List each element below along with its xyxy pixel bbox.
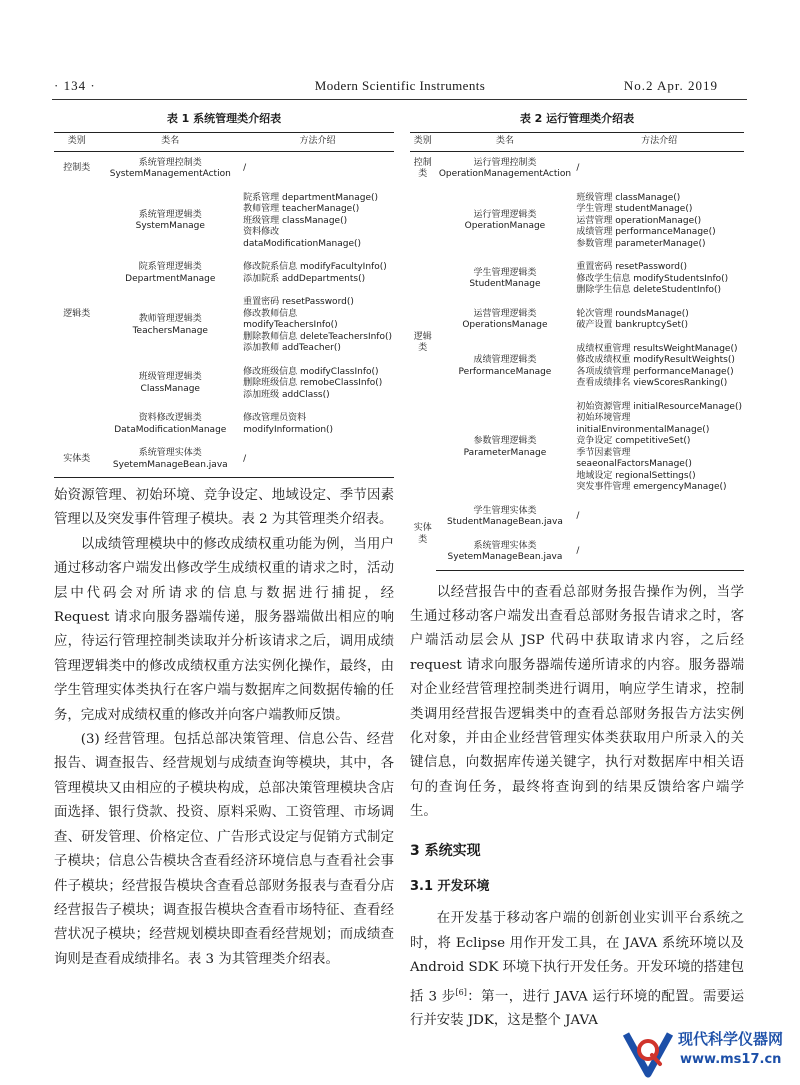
site-watermark [622,1024,792,1080]
category-cell: 逻辑类 [413,331,432,353]
category-cell: 逻辑类 [63,308,91,319]
methods-cell [574,500,744,535]
paragraph: (3) 经营管理。包括总部决策管理、信息公告、经营报告、调查报告、经营规划与成绩查询等模块，其中，各管理模块又由相应的子模块构成，总部决策管理模块含店面选择、银行贷款、投资、原料采购、工资管理、市场调查、研发管理、价格定位、广告形式设定与促销方式制定子模块；信息公告模块含查看经济环境信息与查看社会事件子模块；经营报告模块含查看总部财务报表与查看分店经营报告子模块；调查报告模块含查看市场特征、查看经营状况子模块；经营规划模块即查看经营规划；而成绩查询则是查看成绩排名。表 3 为其管理类介绍表。 [54,732,394,967]
methods-cell [241,361,394,408]
class-name-cell [99,361,241,408]
method-line: initialEnvironmentalManage() [576,424,710,435]
method-line: 运营管理 operationManage() [576,215,702,226]
methods-cell [574,303,744,338]
methods-cell [574,151,744,187]
methods-cell [574,338,744,396]
method-line: 删除班级信息 remobeClassInfo() [243,378,383,388]
method-line: 班级管理 classManage() [576,192,681,203]
class-name-line: 成绩管理逻辑类 [473,355,537,365]
class-name-cell [99,407,241,442]
table1-header-methods: 方法介绍 [241,133,394,152]
page-number: · 134 · [54,78,96,93]
class-name-line: SystemManagementAction [109,169,231,179]
method-line: modifyTeachersInfo() [243,320,338,330]
method-line: 删除学生信息 deleteStudentInfo() [576,285,722,295]
table1 [54,132,394,478]
class-name-line: 学生管理逻辑类 [473,267,537,278]
table2-caption: 表 2 运行管理类介绍表 [519,112,635,125]
table-row [410,500,744,535]
table-row [54,256,394,291]
class-name-line: ClassManage [140,383,200,394]
class-name-line: 学生管理实体类 [473,505,537,516]
method-line: seaeonalFactorsManage() [576,459,692,469]
table-row [410,396,744,500]
method-line: 重置密码 resetPassword() [576,262,688,272]
left-column [54,104,394,972]
method-line: 添加教师 addTeacher() [243,343,341,353]
class-name-line: OperationsManage [462,320,548,330]
methods-cell [241,256,394,291]
class-name-line: OperationManage [464,221,546,232]
class-name-cell [99,442,241,478]
method-line: 重置密码 resetPassword() [243,297,354,307]
method-line: 成绩管理 performanceManage() [576,227,716,237]
table2-header-category: 类别 [410,133,436,152]
method-line: / [576,163,580,174]
method-line: 参数管理 parameterManage() [576,238,706,249]
paragraph-text: ：第一，进行 JAVA 运行环境的配置。需要运行并安装 JDK，这是整个 JAVA [410,989,744,1029]
method-line: 地域设定 regionalSettings() [576,470,696,481]
journal-title: Modern Scientific Instruments [314,78,486,93]
class-name-line: 系统管理控制类 [138,157,202,168]
class-name-line: 运行管理控制类 [473,157,537,168]
method-line: 删除教师信息 deleteTeachersInfo() [243,331,392,342]
methods-cell [574,396,744,500]
class-name-cell [99,187,241,257]
class-name-line: 教师管理逻辑类 [138,314,202,325]
class-name-cell [436,303,575,338]
table2-body [410,151,744,570]
class-name-line: TeachersManage [132,325,208,336]
table1-header-row [54,133,394,152]
class-name-cell [99,291,241,361]
method-line: 突发事件管理 emergencyManage() [576,482,727,492]
header-rule [52,99,747,100]
methods-cell [574,187,744,257]
table-row [410,338,744,396]
method-line: 成绩权重管理 resultsWeightManage() [576,343,738,354]
table-row [410,303,744,338]
table2-header-row [410,133,744,152]
method-line: 各项成绩管理 performanceManage() [576,366,734,377]
table1-body [54,151,394,478]
methods-cell [241,151,394,187]
paragraph-text: 在开发基于移动客户端的创新创业实训平台系统之时，将 Eclipse 用作开发工具，在 JAVA 系统环境以及 Android SDK 环境下执行开发任务。开发环境的搭建包括 3 步 [410,911,744,1005]
method-line: 教师管理 teacherManage() [243,204,360,214]
class-name-cell [436,396,575,500]
table1-header-class: 类名 [99,133,241,152]
table-row [54,151,394,187]
method-line: / [243,453,247,464]
category-cell: 实体类 [54,442,99,478]
method-line: 修改管理员资料 [243,413,307,423]
method-line: 学生管理 studentManage() [576,204,693,214]
method-line: 修改成绩权重 modifyResultWeights() [576,355,735,365]
method-line: 季节因素管理 [576,447,631,458]
category-cell: 实体类 [413,523,432,545]
category-cell: 控制类 [63,163,91,174]
method-line: / [576,546,580,557]
table-row [54,407,394,442]
table-row [54,442,394,478]
class-name-line: 运行管理逻辑类 [473,209,537,220]
right-body-text [410,581,744,1034]
class-name-line: StudentManage [469,279,541,290]
table1-caption: 表 1 系统管理类介绍表 [166,112,282,125]
left-body-text [54,484,394,972]
method-line: 破产设置 bankruptcySet() [576,320,689,330]
class-name-cell [436,256,575,303]
methods-cell [241,442,394,478]
table-row [410,187,744,257]
method-line: 初始资源管理 initialResourceManage() [576,401,742,412]
table-row [54,361,394,408]
methods-cell [574,256,744,303]
watermark-name: 现代科学仪器网 [678,1030,784,1048]
paragraph [410,907,744,1034]
class-name-line: SyetemManageBean.java [112,459,228,470]
class-name-cell [436,151,575,187]
table-row [54,187,394,257]
paragraph: 始资源管理、初始环境、竞争设定、地域设定、季节因素管理以及突发事件管理子模块。表 2 为其管理类介绍表。 [54,488,394,528]
class-name-line: OperationManagementAction [438,169,572,179]
method-line: 添加班级 addClass() [243,389,330,400]
class-name-cell [436,535,575,571]
class-name-line: DataModificationManage [114,424,227,435]
method-line: 修改学生信息 modifyStudentsInfo() [576,273,729,284]
method-line: 修改教师信息 [243,308,298,319]
class-name-line: SystemManage [135,221,205,232]
method-line: 查看成绩排名 viewScoresRanking() [576,378,728,388]
methods-cell [241,291,394,361]
method-line: 添加院系 addDepartments() [243,273,366,284]
class-name-line: 系统管理实体类 [473,540,537,551]
watermark-logo-icon [622,1026,674,1078]
category-cell: 控制类 [413,157,432,179]
citation-ref[interactable]: [6] [455,987,467,997]
watermark-url: www.ms17.cn [680,1052,782,1067]
class-name-line: StudentManageBean.java [447,517,563,527]
class-name-cell [436,338,575,396]
table2 [410,132,744,571]
class-name-line: 资料修改逻辑类 [138,413,202,423]
method-line: 轮次管理 roundsManage() [576,308,689,319]
method-line: modifyInformation() [243,424,334,435]
right-column [410,104,744,1034]
paragraph: 以经营报告中的查看总部财务报告操作为例，当学生通过移动客户端发出查看总部财务报告请求之时，客户端活动层会从 JSP 代码中获取请求内容，之后经 request 请求向服务器端传递所请求的内容。服务器端对企业经营管理控制类进行调用，响应学生请求，控制类调用经营报告逻辑类中的查看总部财务报告方法实例化对象，并由企业经营管理实体类获取用户所录入的关键信息，向数据库传递关键字，执行对数据库中相关语句的查询任务，最终将查询到的结果反馈给客户端学生。 [410,584,744,820]
class-name-line: 院系管理逻辑类 [138,262,202,272]
class-name-line: 参数管理逻辑类 [473,436,537,446]
class-name-line: 班级管理逻辑类 [138,372,202,383]
subsection-heading: 3.1 开发环境 [410,878,490,894]
methods-cell [241,187,394,257]
method-line: 修改院系信息 modifyFacultyInfo() [243,262,387,272]
class-name-line: DepartmentManage [125,273,216,284]
table2-header-methods: 方法介绍 [574,133,744,152]
paragraph: 以成绩管理模块中的修改成绩权重功能为例，当用户通过移动客户端发出修改学生成绩权重的请求之时，活动层中代码会对所请求的信息与数据进行捕捉，经 Request 请求向服务器端传递，服务器端做出相应的响应，待运行管理控制类读取并分析该请求之后，调用成绩管理逻辑类中的修改成绩权重方法实例化操作，最终，由学生管理实体类执行在客户端与数据库之间数据传输的任务，完成对成绩权重的修改并向客户端教师反馈。 [54,536,394,723]
methods-cell [574,535,744,571]
table-row [410,256,744,303]
table-row [410,535,744,571]
method-line: 初始环境管理 [576,413,631,423]
class-name-cell [99,151,241,187]
class-name-cell [436,187,575,257]
class-name-line: 系统管理逻辑类 [138,209,202,220]
method-line: 资料修改 [243,227,280,237]
class-name-cell [436,500,575,535]
table-row [410,151,744,187]
table-row [54,291,394,361]
section-heading: 3 系统实现 [410,842,481,859]
method-line: dataModificationManage() [243,238,362,249]
methods-cell [241,407,394,442]
method-line: 院系管理 departmentManage() [243,192,379,203]
table2-header-class: 类名 [436,133,575,152]
issue-info: No.2 Apr. 2019 [623,78,718,93]
method-line: / [243,163,247,174]
class-name-line: PerformanceManage [458,366,552,377]
class-name-line: SyetemManageBean.java [447,552,563,562]
method-line: 修改班级信息 modifyClassInfo() [243,366,379,377]
class-name-line: 运营管理逻辑类 [473,308,537,319]
class-name-cell [99,256,241,291]
method-line: / [576,511,580,522]
method-line: 班级管理 classManage() [243,215,348,226]
class-name-line: 系统管理实体类 [138,448,202,458]
class-name-line: ParameterManage [463,447,547,458]
table1-header-category: 类别 [54,133,99,152]
method-line: 竞争设定 competitiveSet() [576,436,691,446]
page-header [50,78,750,98]
